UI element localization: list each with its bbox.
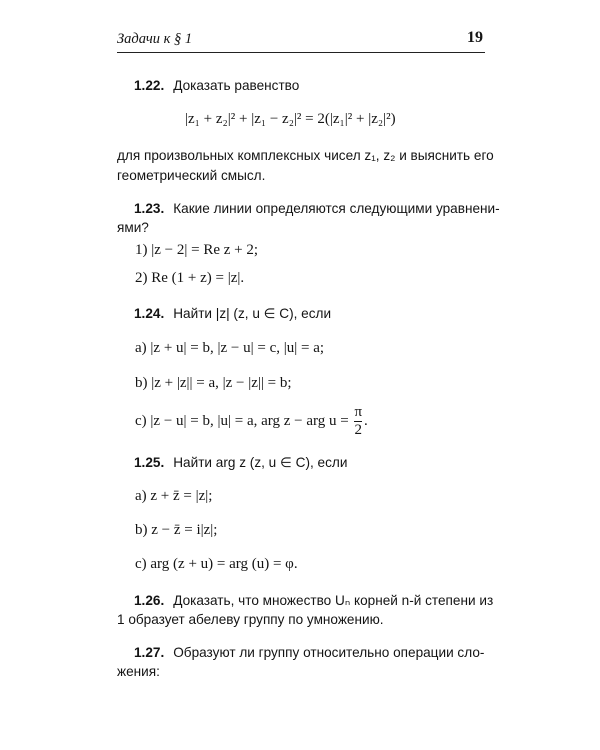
problem-1-27-heading [134,645,484,660]
problem-text: Какие линии определяются следующими уравнени- [173,201,500,216]
problem-number: 1.23. [134,201,165,216]
problem-1-26-text-2: 1 образует абелеву группу по умножению. [117,612,384,627]
problem-text: Образуют ли группу относительно операции сло- [173,645,485,660]
problem-1-24-item-c [135,404,368,439]
fraction-denominator: 2 [354,422,362,438]
problem-title: Найти |z| (z, u ∈ C), если [173,306,332,321]
problem-number: 1.26. [134,593,165,608]
problem-number: 1.24. [134,306,165,321]
problem-1-27-text-2: жения: [117,664,160,679]
problem-1-24-heading [134,306,331,322]
item-c-period: . [364,412,368,429]
problem-1-23-text-2: ями? [117,220,149,235]
problem-1-25-item-b: b) z − z̄ = i|z|; [135,522,218,538]
problem-number: 1.27. [134,645,165,660]
problem-1-25-item-a: a) z + z̄ = |z|; [135,488,213,504]
problem-1-23-item-1: 1) |z − 2| = Re z + 2; [135,242,259,258]
problem-number: 1.25. [134,455,165,470]
problem-1-25-heading [134,455,347,471]
problem-1-25-item-c: c) arg (z + u) = arg (u) = φ. [135,556,298,572]
problem-1-22-text-1: для произвольных комплексных чисел z₁, z₂ и выяснить его [117,148,494,163]
problem-title: Найти arg z (z, u ∈ C), если [173,455,348,470]
problem-1-26-heading [134,593,493,609]
problem-number: 1.22. [134,78,165,93]
running-head: Задачи к § 1 [117,31,193,47]
problem-1-22-heading [134,78,299,93]
fraction-numerator: π [354,404,363,420]
problem-1-24-item-a: a) |z + u| = b, |z − u| = c, |u| = a; [135,340,325,356]
problem-1-22-text-2: геометрический смысл. [117,168,266,183]
problem-text: Доказать, что множество Uₙ корней n-й степени из [173,593,494,608]
page-number: 19 [467,29,483,46]
problem-1-23-item-2: 2) Re (1 + z) = |z|. [135,270,245,286]
problem-1-22-formula: |z₁ + z₂|² + |z₁ − z₂|² = 2(|z₁|² + |z₂|²) [185,111,396,127]
item-c-text: c) |z − u| = b, |u| = a, arg z − arg u = [135,412,349,429]
page-header [117,28,485,53]
problem-title: Доказать равенство [173,78,300,93]
problem-1-24-item-b: b) |z + |z|| = a, |z − |z|| = b; [135,375,292,391]
problem-1-23-heading [134,201,500,216]
fraction-pi-over-2 [354,404,362,439]
